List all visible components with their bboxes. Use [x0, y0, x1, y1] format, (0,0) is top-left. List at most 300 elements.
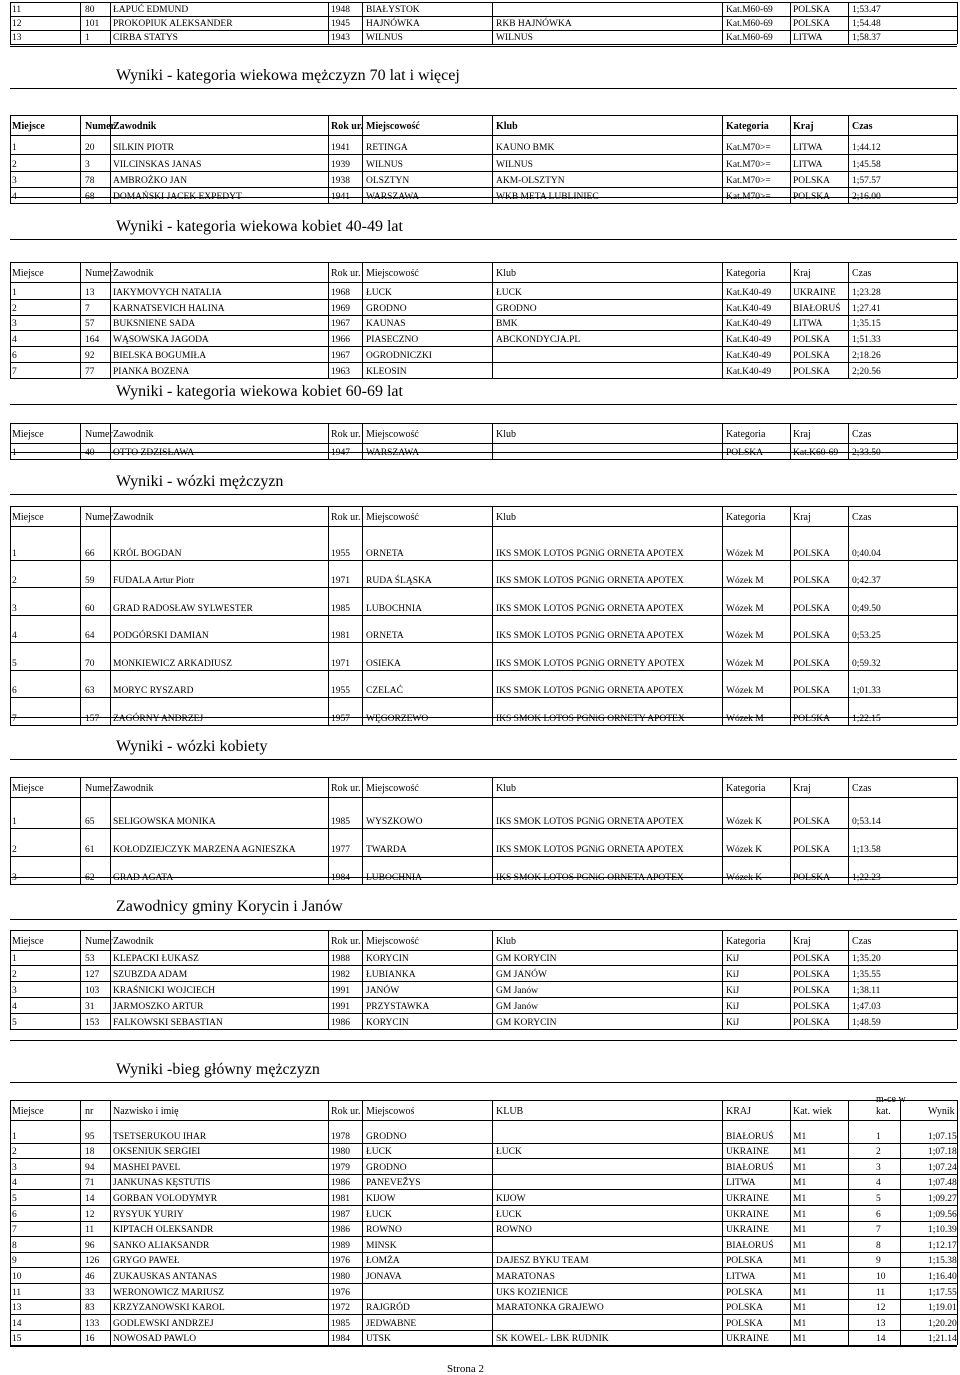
column-header: Miejsce: [12, 512, 44, 523]
column-header: Miejscowość: [366, 936, 419, 947]
column-divider: [722, 423, 723, 459]
table-cell: POLSKA: [793, 817, 830, 827]
column-header: Miejsce: [12, 429, 44, 440]
column-divider: [362, 930, 363, 1029]
table-cell: 1;12.17: [928, 1240, 957, 1251]
table-cell: AKM-OLSZTYN: [496, 175, 565, 186]
table-cell: 157: [85, 713, 100, 724]
table-cell: PROKOPIUK ALEKSANDER: [113, 19, 233, 29]
table-cell: OSIEKA: [366, 658, 401, 669]
table-cell: POLSKA: [793, 548, 830, 559]
table-cell: 1;23.28: [852, 287, 881, 298]
table-cell: 3: [12, 873, 17, 883]
column-divider: [790, 930, 791, 1029]
table-cell: 4: [12, 335, 17, 346]
column-header: Miejsce: [12, 783, 44, 794]
table-cell: 13: [12, 1303, 22, 1314]
table-cell: KORYCIN: [366, 1018, 409, 1028]
row-divider: [10, 171, 957, 172]
table-cell: Kat.K40-49: [726, 319, 772, 330]
table-cell: 3: [12, 603, 17, 614]
row-divider: [10, 1346, 957, 1347]
table-cell: JANÓW: [366, 986, 400, 996]
table-cell: KORYCIN: [366, 954, 409, 964]
table-cell: Wózek M: [726, 603, 764, 614]
table-cell: 1943: [331, 33, 350, 43]
row-divider: [10, 262, 957, 263]
table-cell: 3: [12, 175, 17, 186]
row-divider: [10, 1299, 957, 1300]
column-divider: [848, 777, 849, 884]
column-divider: [80, 262, 81, 378]
row-divider: [10, 46, 957, 47]
table-cell: 1;38.11: [852, 986, 881, 996]
table-cell: 153: [85, 1018, 100, 1028]
table-cell: 1963: [331, 366, 350, 377]
row-divider: [10, 697, 957, 698]
table-cell: 83: [85, 1303, 95, 1314]
table-cell: POLSKA: [793, 1018, 830, 1028]
table-cell: KiJ: [726, 986, 740, 996]
table-cell: SANKO ALIAKSANDR: [113, 1240, 210, 1251]
table-cell: 1;17.55: [928, 1287, 957, 1298]
row-divider: [10, 88, 957, 89]
column-header: Klub: [496, 936, 516, 947]
table-cell: 1986: [331, 1225, 350, 1236]
table-cell: 14: [85, 1194, 95, 1204]
column-divider: [492, 506, 493, 725]
table-cell: GRAD RADOSŁAW SYLWESTER: [113, 603, 253, 614]
table-cell: M1: [793, 1162, 807, 1173]
table-cell: GRYGO PAWEŁ: [113, 1256, 180, 1267]
column-header: Numer: [85, 268, 113, 279]
table-cell: TSETSERUKOU IHAR: [113, 1131, 207, 1142]
column-header: Miejsce: [12, 268, 44, 279]
table-cell: 60: [85, 603, 95, 614]
table-cell: RAJGRÓD: [366, 1303, 410, 1314]
table-cell: 0;40.04: [852, 548, 881, 559]
table-cell: DAJESZ BYKU TEAM: [496, 1256, 589, 1267]
table-cell: BIAŁORUŚ: [726, 1240, 774, 1251]
table-cell: UKRAINE: [726, 1209, 769, 1220]
table-cell: WERONOWICZ MARIUSZ: [113, 1287, 225, 1298]
table-cell: KRZYZANOWSKI KAROL: [113, 1303, 225, 1314]
column-divider: [362, 262, 363, 378]
table-cell: IKS SMOK LOTOS PGNiG ORNETA APOTEX: [496, 548, 684, 559]
table-cell: 78: [85, 175, 95, 186]
table-cell: 7: [876, 1225, 881, 1236]
column-divider: [328, 115, 329, 203]
table-cell: Kat.M70>=: [726, 192, 771, 203]
table-cell: 1: [876, 1131, 881, 1142]
table-cell: 70: [85, 658, 95, 669]
table-cell: 6: [12, 686, 17, 696]
table-cell: 8: [12, 1240, 17, 1251]
row-divider: [10, 759, 957, 760]
table-cell: UKRAINE: [793, 287, 836, 298]
table-cell: KIJOW: [366, 1194, 396, 1204]
row-divider: [10, 154, 957, 155]
table-cell: Wózek M: [726, 548, 764, 559]
column-divider: [80, 506, 81, 725]
table-cell: POLSKA: [793, 192, 830, 203]
table-cell: WYSZKOWO: [366, 817, 423, 827]
table-cell: KIPTACH OLEKSANDR: [113, 1225, 214, 1236]
row-divider: [10, 1314, 957, 1315]
column-divider: [492, 777, 493, 884]
column-header: Kraj: [793, 429, 811, 440]
table-cell: KLEPACKI ŁUKASZ: [113, 954, 199, 964]
row-divider: [10, 44, 957, 45]
table-cell: Kat.K40-49: [726, 366, 772, 377]
column-divider: [790, 1100, 791, 1345]
table-cell: 2;18.26: [852, 351, 881, 361]
column-divider: [848, 423, 849, 459]
table-cell: OTTO ZDZISŁAWA: [113, 447, 195, 458]
table-cell: 7: [85, 303, 90, 314]
table-cell: 96: [85, 1240, 95, 1251]
column-header: Kraj: [793, 936, 811, 947]
table-cell: 1938: [331, 175, 350, 186]
table-cell: POLSKA: [726, 1256, 763, 1267]
table-cell: 1;07.15: [928, 1131, 957, 1142]
column-divider: [328, 930, 329, 1029]
table-cell: AMBROŻKO JAN: [113, 175, 188, 186]
table-cell: Wózek M: [726, 713, 764, 724]
row-divider: [10, 1252, 957, 1253]
table-cell: 31: [85, 1002, 95, 1012]
column-header: Nazwisko i imię: [113, 1106, 179, 1117]
column-divider: [722, 506, 723, 725]
table-cell: 64: [85, 631, 95, 641]
table-cell: POLSKA: [793, 335, 830, 346]
row-divider: [10, 1221, 957, 1222]
table-cell: 3: [12, 1162, 17, 1173]
table-cell: 2: [12, 1147, 17, 1158]
column-divider: [80, 423, 81, 459]
column-divider: [10, 423, 11, 459]
table-cell: POLSKA: [793, 1002, 830, 1012]
row-divider: [10, 1082, 957, 1083]
row-divider: [10, 670, 957, 671]
table-cell: IKS SMOK LOTOS PGNiG ORNETA APOTEX: [496, 817, 684, 827]
row-divider: [10, 1174, 957, 1175]
table-cell: KiJ: [726, 970, 740, 980]
table-cell: ABCKONDYCJA.PL: [496, 335, 581, 346]
column-divider: [722, 2, 723, 44]
column-divider: [848, 262, 849, 378]
row-divider: [10, 526, 957, 527]
row-divider: [10, 1283, 957, 1284]
row-divider: [10, 1189, 957, 1190]
row-divider: [10, 950, 957, 951]
column-header: Numer: [85, 512, 113, 523]
table-cell: PANEVEŽYS: [366, 1178, 421, 1189]
table-cell: IKS SMOK LOTOS PGNiG ORNETA APOTEX: [496, 631, 684, 641]
column-header: Kategoria: [726, 512, 766, 523]
row-divider: [10, 30, 957, 31]
column-divider: [492, 115, 493, 203]
table-cell: 1981: [331, 1194, 350, 1204]
table-cell: 77: [85, 366, 95, 377]
table-cell: POLSKA: [793, 5, 830, 15]
table-cell: 3: [85, 159, 90, 170]
table-cell: IKS SMOK LOTOS PGNiG ORNETA APOTEX: [496, 603, 684, 614]
table-cell: 1991: [331, 986, 350, 996]
table-cell: 1985: [331, 817, 350, 827]
row-divider: [10, 1143, 957, 1144]
table-cell: 1945: [331, 19, 350, 29]
section-title: Wyniki - wózki mężczyzn: [116, 473, 284, 490]
table-cell: M1: [793, 1225, 807, 1236]
column-divider: [957, 930, 958, 1029]
column-header: Kategoria: [726, 936, 766, 947]
table-cell: POLSKA: [793, 954, 830, 964]
row-divider: [10, 452, 957, 453]
table-cell: 12: [12, 19, 22, 29]
table-cell: 1;45.58: [852, 159, 881, 170]
column-divider: [110, 930, 111, 1029]
table-cell: 1;07.18: [928, 1147, 957, 1158]
table-cell: ŁUCK: [366, 287, 392, 298]
column-header: Miejscowość: [366, 512, 419, 523]
column-divider: [848, 2, 849, 44]
table-cell: GM Janów: [496, 986, 538, 996]
row-divider: [10, 1029, 957, 1030]
table-cell: ŁAPUĆ EDMUND: [113, 5, 189, 15]
table-cell: M1: [793, 1194, 807, 1204]
table-cell: MONKIEWICZ ARKADIUSZ: [113, 658, 233, 669]
table-cell: 1;07.48: [928, 1178, 957, 1189]
table-cell: PIASECZNO: [366, 335, 419, 346]
table-cell: 1: [12, 287, 17, 298]
column-divider: [80, 2, 81, 44]
row-divider: [10, 404, 957, 405]
table-cell: 4: [876, 1178, 881, 1189]
table-cell: IAKYMOVYCH NATALIA: [113, 287, 222, 298]
column-header: m-ce w kat.: [876, 1094, 906, 1117]
table-cell: Wózek K: [726, 845, 763, 855]
table-cell: POLSKA: [793, 873, 830, 883]
table-cell: 1980: [331, 1272, 350, 1282]
table-cell: 1;20.20: [928, 1318, 957, 1329]
row-divider: [10, 919, 957, 920]
table-cell: 46: [85, 1272, 95, 1282]
table-cell: 1969: [331, 303, 350, 314]
row-divider: [10, 1330, 957, 1331]
table-cell: 2;16.00: [852, 192, 881, 203]
table-cell: 0;53.25: [852, 631, 881, 641]
table-cell: GRODNO: [366, 1162, 407, 1173]
table-cell: POLSKA: [726, 1318, 763, 1329]
column-divider: [80, 930, 81, 1029]
table-cell: CZELAĆ: [366, 686, 403, 696]
table-cell: VILCINSKAS JANAS: [113, 159, 202, 170]
column-divider: [362, 423, 363, 459]
table-cell: WARSZAWA: [366, 192, 420, 203]
table-cell: 1;22.15: [852, 713, 881, 724]
column-divider: [80, 115, 81, 203]
table-cell: POLSKA: [793, 631, 830, 641]
table-cell: Wózek M: [726, 576, 764, 586]
table-cell: 1;35.55: [852, 970, 881, 980]
table-cell: 2: [12, 303, 17, 314]
row-divider: [10, 506, 957, 507]
table-cell: ŁUCK: [496, 1147, 522, 1158]
table-cell: POLSKA: [793, 970, 830, 980]
table-cell: 94: [85, 1162, 95, 1173]
column-divider: [900, 1100, 901, 1345]
row-divider: [10, 299, 957, 300]
table-cell: MARATONAS: [496, 1272, 555, 1282]
table-cell: ORNETA: [366, 631, 404, 641]
table-cell: 1976: [331, 1287, 350, 1298]
table-cell: Wózek M: [726, 686, 764, 696]
table-cell: 126: [85, 1256, 100, 1267]
table-cell: 1977: [331, 845, 350, 855]
table-cell: 1;16.40: [928, 1272, 957, 1282]
table-cell: BIAŁORUŚ: [726, 1162, 774, 1173]
column-header: Zawodnik: [113, 936, 154, 947]
column-divider: [492, 930, 493, 1029]
table-cell: GRODNO: [366, 303, 407, 314]
column-divider: [80, 777, 81, 884]
table-cell: 1;54.48: [852, 19, 881, 29]
column-divider: [110, 777, 111, 884]
row-divider: [10, 930, 957, 931]
column-divider: [492, 262, 493, 378]
column-header: Rok ur.: [331, 936, 361, 947]
table-cell: KAUNAS: [366, 319, 406, 330]
column-divider: [957, 115, 958, 203]
table-cell: POLSKA: [793, 366, 830, 377]
table-cell: 1982: [331, 970, 350, 980]
table-cell: WARSZAWA: [366, 447, 420, 458]
table-cell: 1985: [331, 603, 350, 614]
column-divider: [10, 115, 11, 203]
row-divider: [10, 560, 957, 561]
column-header: Zawodnik: [113, 429, 154, 440]
table-cell: 10: [876, 1272, 886, 1282]
table-cell: 7: [12, 713, 17, 724]
table-cell: POLSKA: [793, 658, 830, 669]
table-cell: SILKIN PIOTR: [113, 143, 174, 154]
row-divider: [10, 239, 957, 240]
column-divider: [110, 262, 111, 378]
column-divider: [362, 2, 363, 44]
table-cell: 1986: [331, 1018, 350, 1028]
row-divider: [10, 315, 957, 316]
table-cell: 80: [85, 5, 95, 15]
table-cell: JANKUNAS KĘSTUTIS: [113, 1178, 211, 1189]
table-cell: ORNETA: [366, 548, 404, 559]
column-divider: [492, 2, 493, 44]
table-cell: POLSKA: [793, 845, 830, 855]
table-cell: 4: [12, 631, 17, 641]
table-cell: 1957: [331, 713, 350, 724]
table-cell: OLSZTYN: [366, 175, 410, 186]
table-cell: 5: [12, 1194, 17, 1204]
column-header: Zawodnik: [113, 268, 154, 279]
table-cell: 103: [85, 986, 100, 996]
section-title: Wyniki -bieg główny mężczyzn: [116, 1061, 320, 1078]
column-header: Kraj: [793, 783, 811, 794]
table-cell: 8: [876, 1240, 881, 1251]
table-cell: M1: [793, 1318, 807, 1329]
column-header: Rok ur.: [331, 268, 361, 279]
column-divider: [10, 2, 11, 44]
table-cell: 1971: [331, 658, 350, 669]
column-header: Numer: [85, 429, 113, 440]
table-cell: HAJNÓWKA: [366, 19, 420, 29]
table-cell: KLEOSIN: [366, 366, 407, 377]
table-cell: 0;49.50: [852, 603, 881, 614]
table-cell: 7: [12, 1225, 17, 1236]
table-cell: M1: [793, 1131, 807, 1142]
table-cell: 59: [85, 576, 95, 586]
column-divider: [10, 506, 11, 725]
table-cell: RETINGA: [366, 143, 408, 154]
table-cell: GM Janów: [496, 1002, 538, 1012]
column-header: Klub: [496, 429, 516, 440]
table-cell: 1988: [331, 954, 350, 964]
page-number: Strona 2: [447, 1363, 484, 1375]
table-cell: ROWNO: [366, 1225, 402, 1236]
table-cell: 2: [12, 576, 17, 586]
column-divider: [328, 1100, 329, 1345]
table-cell: MASHEI PAVEL: [113, 1162, 181, 1173]
row-divider: [10, 642, 957, 643]
row-divider: [10, 1013, 957, 1014]
column-divider: [110, 1100, 111, 1345]
section-title: Wyniki - wózki kobiety: [116, 738, 268, 755]
row-divider: [10, 2, 957, 3]
table-cell: M1: [793, 1256, 807, 1267]
table-cell: 2;20.56: [852, 366, 881, 377]
column-header: Kategoria: [726, 429, 766, 440]
column-divider: [110, 2, 111, 44]
table-cell: 12: [85, 1209, 95, 1220]
table-cell: 92: [85, 351, 95, 361]
table-cell: 1;15.38: [928, 1256, 957, 1267]
table-cell: 3: [12, 319, 17, 330]
table-cell: Kat.K40-49: [726, 335, 772, 346]
table-cell: M1: [793, 1178, 807, 1189]
column-header: Miejsce: [12, 936, 44, 947]
table-cell: 127: [85, 970, 100, 980]
table-cell: WILNUS: [496, 159, 533, 170]
column-header: Kraj: [793, 512, 811, 523]
column-header: Czas: [852, 783, 872, 794]
table-cell: 1: [12, 447, 17, 458]
table-cell: LITWA: [793, 143, 823, 154]
column-header: Klub: [496, 268, 516, 279]
table-cell: KiJ: [726, 954, 740, 964]
row-divider: [10, 330, 957, 331]
column-header: Kategoria: [726, 783, 766, 794]
table-cell: 2: [876, 1147, 881, 1158]
table-cell: M1: [793, 1334, 807, 1345]
column-divider: [957, 2, 958, 44]
table-cell: OGRODNICZKI: [366, 351, 432, 361]
table-cell: 1978: [331, 1131, 350, 1142]
table-cell: KiJ: [726, 1002, 740, 1012]
table-cell: 101: [85, 19, 100, 29]
table-cell: IKS SMOK LOTOS PGNiG ORNETY APOTEX: [496, 713, 685, 724]
table-cell: 13: [12, 33, 22, 43]
column-divider: [362, 115, 363, 203]
table-cell: KIJOW: [496, 1194, 526, 1204]
